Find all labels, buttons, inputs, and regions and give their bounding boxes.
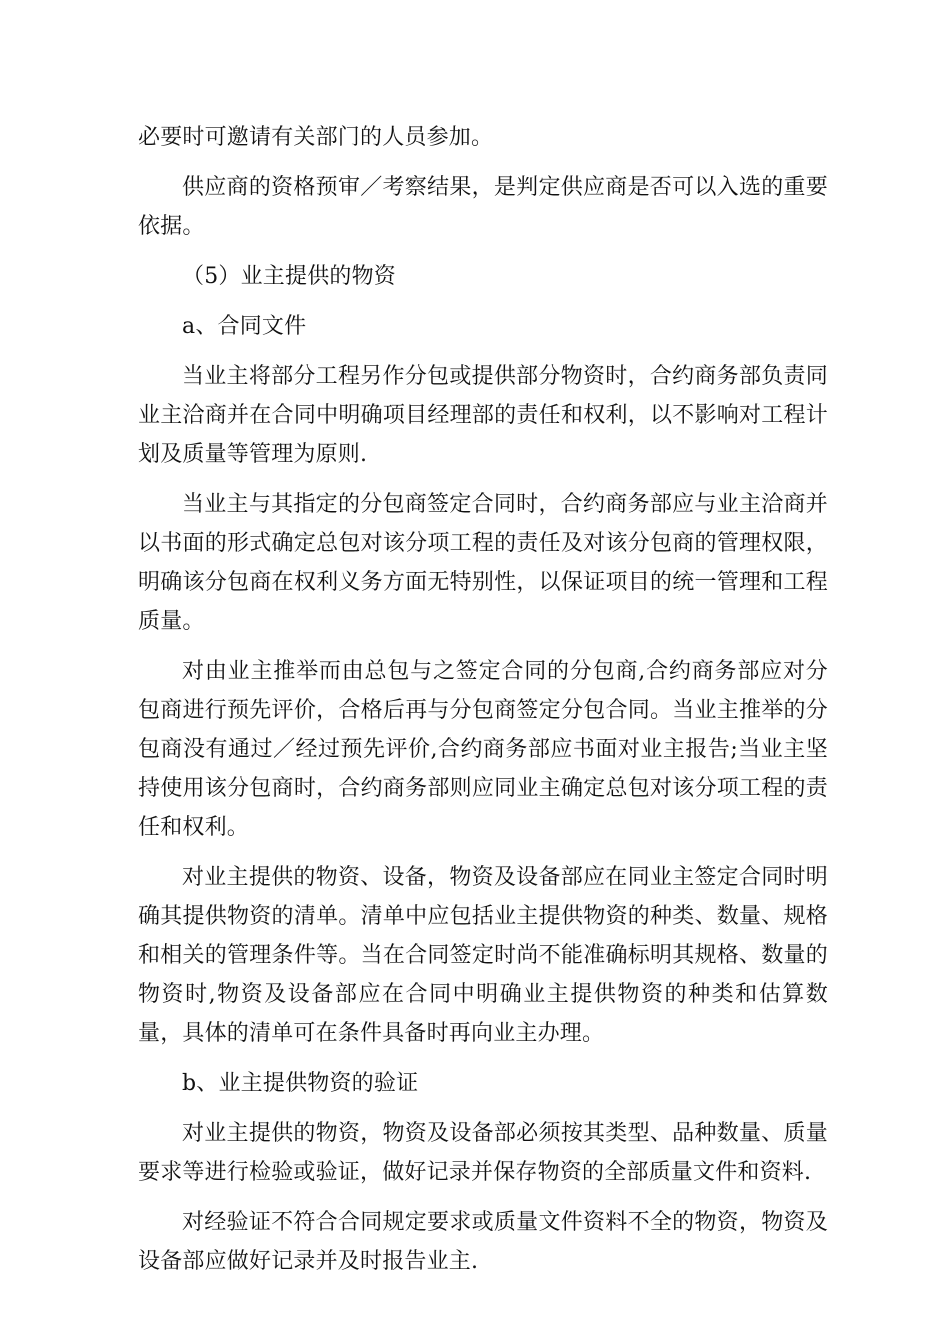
section-heading-owner-supplied-materials: （5）业主提供的物资: [182, 264, 396, 289]
paragraph-subcontract-responsibility: 当业主将部分工程另作分包或提供部分物资时，合约商务部负责同业主洽商并在合同中明确项目经理部的责任和权利，以不影响对工程计划及质量等管理为原则.: [138, 364, 828, 467]
subheading-material-verification: b、业主提供物资的验证: [182, 1071, 419, 1096]
paragraph-nonconforming-materials: 对经验证不符合合同规定要求或质量文件资料不全的物资，物资及设备部应做好记录并及时报告业主.: [138, 1210, 828, 1274]
paragraph-owner-materials-list: 对业主提供的物资、设备，物资及设备部应在同业主签定合同时明确其提供物资的清单。清单中应包括业主提供物资的种类、数量、规格和相关的管理条件等。当在合同签定时尚不能准确标明其规格、数量的物资时,物资及设备部应在合同中明确业主提供物资的种类和估算数量，具体的清单可在条件具备时再向业主办理。: [138, 865, 828, 1046]
document-body: [138, 118, 828, 1292]
paragraph-inspection-verification: 对业主提供的物资，物资及设备部必须按其类型、品种数量、质量要求等进行检验或验证，做好记录并保存物资的全部质量文件和资料.: [138, 1121, 828, 1185]
paragraph-continuation: 必要时可邀请有关部门的人员参加。: [138, 125, 494, 150]
paragraph-designated-subcontractor: 当业主与其指定的分包商签定合同时，合约商务部应与业主洽商并以书面的形式确定总包对该分项工程的责任及对该分包商的管理权限，明确该分包商在权利义务方面无特别性，以保证项目的统一管理和工程质量。: [138, 492, 828, 634]
paragraph-supplier-prequalification: 供应商的资格预审／考察结果，是判定供应商是否可以入选的重要依据。: [138, 175, 828, 239]
subheading-contract-documents: a、合同文件: [182, 314, 307, 339]
paragraph-recommended-subcontractor: 对由业主推举而由总包与之签定合同的分包商,合约商务部应对分包商进行预先评价，合格后再与分包商签定分包合同。当业主推举的分包商没有通过／经过预先评价,合约商务部应书面对业主报告;当业主坚持使用该分包商时，合约商务部则应同业主确定总包对该分项工程的责任和权利。: [138, 659, 828, 840]
